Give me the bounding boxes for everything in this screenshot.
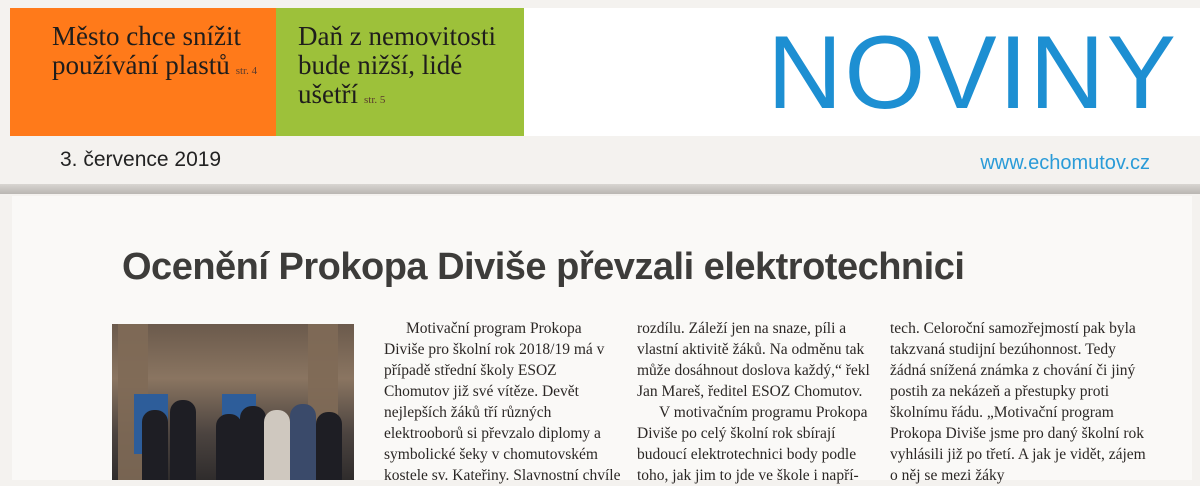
article-photo (112, 324, 354, 480)
teaser-page-ref: str. 5 (364, 94, 386, 106)
header-band (10, 8, 1200, 136)
masthead (524, 8, 1200, 136)
teaser-text: Daň z nemovitosti bude nižší, lidé ušetří (298, 21, 496, 109)
newspaper-logo: NOVINY (767, 15, 1178, 131)
article-column-3 (890, 318, 1150, 486)
teaser-text: Město chce snížit používání plastů (52, 21, 241, 80)
divider (0, 184, 1200, 194)
teaser-property-tax[interactable] (276, 8, 524, 136)
article-column-2 (637, 318, 875, 486)
article-column-1 (384, 318, 622, 486)
article-clipping (12, 196, 1192, 484)
paragraph: V motivačním programu Prokopa Diviše po celý školní rok sbírají budoucí elektrotechnici body podle toho, jak jim to jde ve škole i napří- (637, 404, 868, 484)
website-link[interactable]: www.echomutov.cz (980, 152, 1150, 174)
issue-date: 3. července 2019 (60, 148, 222, 171)
teaser-page-ref: str. 4 (235, 65, 258, 77)
paragraph: Motivační program Prokopa Diviše pro školní rok 2018/19 má v případě střední školy ESOZ Chomutov již své vítěze. Devět nejlepších žáků tří různých elektrooborů si převzalo diplomy a symbolické šeky v chomutovském kostele sv. Kateřiny. Slavnostní chvíle (384, 320, 621, 484)
article-headline: Ocenění Prokopa Diviše převzali elektrotechnici (122, 246, 965, 288)
paragraph: tech. Celoroční samozřejmostí pak byla takzvaná studijní bezúhonnost. Tedy žádná snížená známka z chování či jiný postih za nekázeň a přestupky proti školnímu řádu. „Motivační program Prokopa Diviše jsme pro daný školní rok vyhlásili již po třetí. A jak je vidět, zájem o něj se mezi žáky (890, 320, 1146, 484)
paragraph: rozdílu. Záleží jen na snaze, píli a vlastní aktivitě žáků. Na odměnu tak může dosáhnout doslova každý,“ řekl Jan Mareš, ředitel ESOZ Chomutov. (637, 320, 870, 400)
teaser-plastics[interactable] (10, 8, 276, 136)
